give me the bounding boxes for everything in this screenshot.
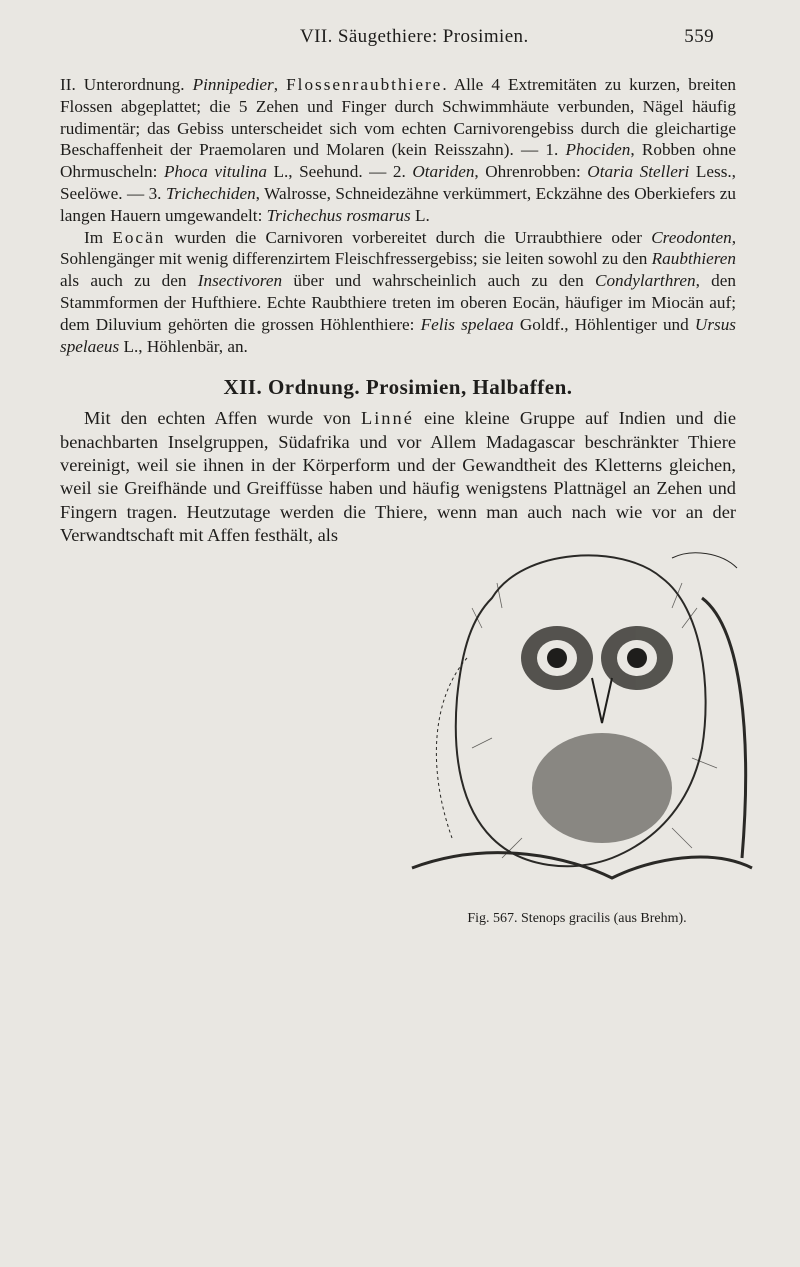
page-body xyxy=(60,74,736,930)
paragraph-pinnipedia: II. Unterordnung. Pinnipedier, Flossenraubthiere. Alle 4 Extremitäten zu kurzen, breiten Flossen abgeplattet; die 5 Zehen und Finger durch Schwimmhäute verbunden, Nägel häufig rudimentär; das Gebiss unterscheidet sich vom echten Carnivorengebiss durch die gleichartige Beschaffenheit der Praemolaren und Molaren (kein Reisszahn). — 1. Phociden, Robben ohne Ohrmuscheln: Phoca vitulina L., Seehund. — 2. Otariden, Ohrenrobben: Otaria Stelleri Less., Seelöwe. — 3. Trichechiden, Walrosse, Schneidezähne verkümmert, Eckzähne des Oberkiefers zu langen Hauern umgewandelt: Trichechus rosmarus L. xyxy=(60,75,736,225)
header-title: VII. Säugethiere: Prosimien. xyxy=(300,26,529,47)
running-header xyxy=(300,26,714,56)
page-number: 559 xyxy=(684,26,714,47)
figure-caption: Fig. 567. Stenops gracilis (aus Brehm). xyxy=(467,910,687,926)
loris-illustration xyxy=(372,538,758,898)
paragraph-eocene: Im Eocän wurden die Carnivoren vorbereitet durch die Urraubthiere oder Creodonten, Sohlengänger mit wenig differenzirtem Fleischfressergebiss; sie leiten sowohl zu den Raubthieren als auch zu den Insectivoren über und wahrscheinlich auch zu den Condylarthren, den Stammformen der Hufthiere. Echte Raubthiere treten im oberen Eocän, häufiger im Miocän auf; dem Diluvium gehörten die grossen Höhlenthiere: Felis spelaea Goldf., Höhlentiger und Ursus spelaeus L., Höhlenbär, an. xyxy=(60,227,737,356)
figure-stenops xyxy=(372,538,758,930)
section-heading: XII. Ordnung. Prosimien, Halbaffen. xyxy=(223,375,573,400)
paragraph-prosimians: Mit den echten Affen wurde von Linné eine kleine Gruppe auf Indien und die benachbarten Inselgruppen, Südafrika und vor Allem Madagascar beschränkter Thiere vereinigt, weil sie ihnen in der Körperform und der Gewandtheit des Kletterns gleichen, weil sie Greifhände und Greiffüsse haben und häufig wenigstens Plattnägel an Zehen und Fingern tragen. Heutzutage werden die Thiere, wenn man auch nach wie vor an der Verwandtschaft mit Affen festhält, als Fig. 567. Stenops gracilis (aus Brehm). xyxy=(60,407,736,547)
